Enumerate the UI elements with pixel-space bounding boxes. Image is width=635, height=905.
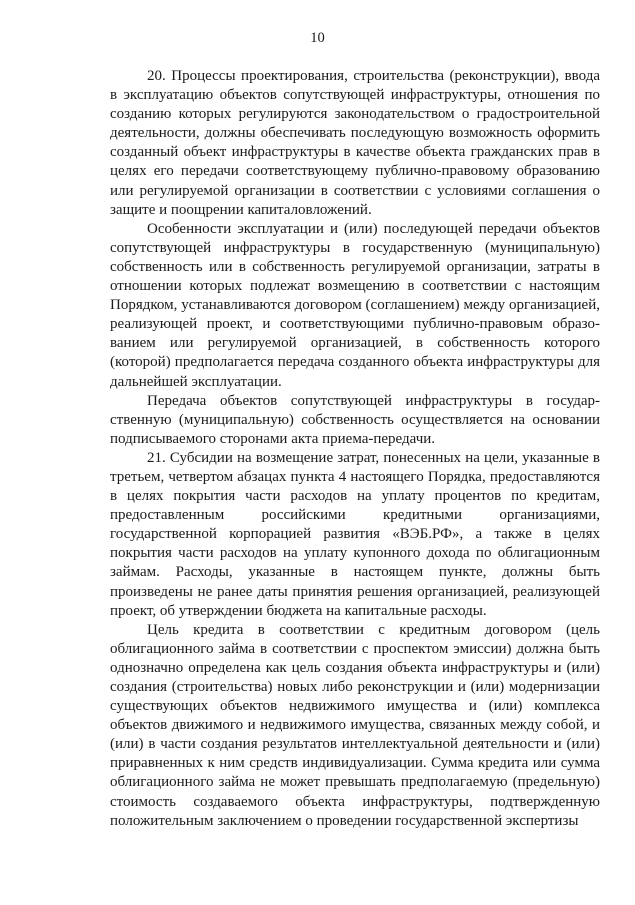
- page-number: 10: [310, 30, 325, 46]
- document-body: [110, 67, 600, 831]
- paragraph-21: 21. Субсидии на возмещение затрат, понесенных на цели, указанные в третьем, четвертом абзацах пункта 4 настоящего Порядка, предоставляются в целях покрытия части расходов на уплату процентов по кредитам, предоставленным российскими кредитными организациями, государственной корпорацией развития «ВЭБ.РФ», а также в целях покрытия части расходов на уплату купонного дохода по облигационным займам. Расходы, указанные в настоящем пункте, должны быть произведены не ранее даты принятия решения организацией, реализующей проект, об утверждении бюджета на капитальные расходы.: [110, 449, 600, 619]
- paragraph-loan-purpose: Цель кредита в соответствии с кредитным договором (цель облигационного займа в соответствии с проспектом эмиссии) должна быть однозначно определена как цель создания объекта инфраструктуры и (или) создания (строительства) новых либо реконструкции и (или) модернизации существующих объектов недвижимого имущества и (или) комплекса объектов движимого и недвижимого имущества, связанных между собой, и (или) в части создания результатов интеллектуальной деятельности и (или) приравненных к ним средств индивидуализации. Сумма кредита или сумма облигационного займа не может превышать предполагаемую (предельную) стоимость создаваемого объекта инфраструктуры, подтвержденную положительным заключением о проведении государственной экспертизы: [110, 621, 600, 829]
- paragraph-infrastructure-transfer-features: Особенности эксплуатации и (или) последующей передачи объектов сопутствующей инфраструктуры в государственную (муниципальную) собственность или в собственность регулируемой организации, затраты в отношении которых подлежат возмещению в соответствии с настоящим Порядком, устанавливаются договором (соглашением) между организацией, реализующей проект, и соответствующими публично-правовым образованием или регулируемой организацией, в собственность которого (которой) предполагается передача созданного объекта инфраструктуры для дальнейшей эксплуатации.: [110, 220, 600, 390]
- paragraph-20: 20. Процессы проектирования, строительства (реконструкции), ввода в эксплуатацию объектов сопутствующей инфраструктуры, отношения по созданию которых регулируются законодательством о градостроительной деятельности, должны обеспечивать последующую возможность оформить созданный объект инфраструктуры в качестве объекта гражданских прав в целях его передачи соответствующему публично-правовому образованию или регулируемой организации в соответствии с условиями соглашения о защите и поощрении капиталовложений.: [110, 68, 600, 218]
- paragraph-transfer-act: Передача объектов сопутствующей инфраструктуры в государственную (муниципальную) собственность осуществляется на основании подписываемого сторонами акта приема-передачи.: [110, 392, 600, 447]
